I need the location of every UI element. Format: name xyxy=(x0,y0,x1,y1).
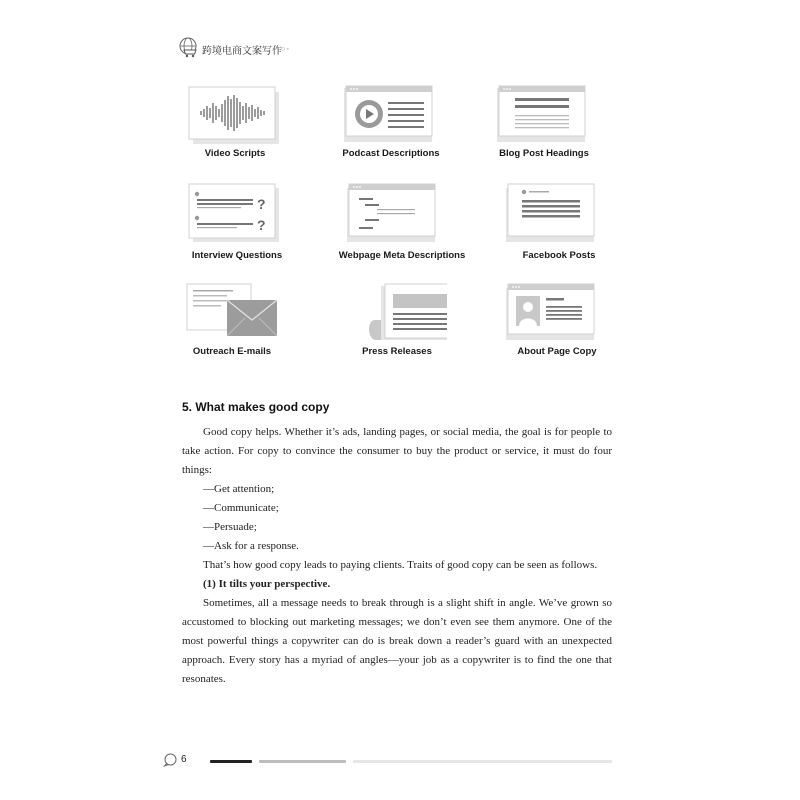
icon-label-outreach-emails: Outreach E-mails xyxy=(192,346,272,357)
icon-label-press-releases: Press Releases xyxy=(362,346,432,357)
icon-cell-podcast-descriptions xyxy=(305,84,475,144)
icon-label-about-page-copy: About Page Copy xyxy=(517,346,597,357)
header-dots: ○◦ xyxy=(281,46,290,53)
copy-types-grid xyxy=(0,0,800,370)
icon-cell-webpage-meta-descriptions xyxy=(308,182,478,244)
list-item: —Persuade; xyxy=(203,521,257,533)
icon-label-interview-questions: Interview Questions xyxy=(191,250,283,261)
blog-window-icon xyxy=(493,84,593,144)
question-list-icon xyxy=(185,182,285,244)
icon-cell-about-page-copy xyxy=(467,282,637,342)
icon-label-facebook-posts: Facebook Posts xyxy=(522,250,596,261)
press-release-icon xyxy=(337,282,447,342)
podcast-play-icon xyxy=(340,84,440,144)
list-item: —Communicate; xyxy=(203,502,279,514)
page-number: 6 xyxy=(181,754,187,765)
icon-label-blog-post-headings: Blog Post Headings xyxy=(499,148,589,159)
section-heading: 5. What makes good copy xyxy=(182,400,330,414)
icon-cell-outreach-emails xyxy=(150,282,320,340)
list-item: —Get attention; xyxy=(203,483,275,495)
icon-cell-press-releases xyxy=(307,282,477,342)
subheading: (1) It tilts your perspective. xyxy=(203,578,331,590)
footer-bar-light xyxy=(353,760,612,763)
facebook-post-icon xyxy=(502,182,602,244)
icon-cell-video-scripts xyxy=(150,84,320,144)
icon-label-podcast-descriptions: Podcast Descriptions xyxy=(342,148,440,159)
svg-text:?: ? xyxy=(257,196,266,212)
profile-card-icon xyxy=(502,282,602,342)
icon-cell-blog-post-headings xyxy=(458,84,628,144)
webpage-meta-icon xyxy=(343,182,443,244)
header-title: 跨境电商文案写作 xyxy=(202,46,282,57)
footer-bar-dark xyxy=(210,760,252,763)
icon-cell-interview-questions xyxy=(150,182,320,244)
svg-text:?: ? xyxy=(257,217,266,233)
section-body xyxy=(182,423,612,689)
envelope-icon xyxy=(183,282,287,340)
icon-label-webpage-meta-descriptions: Webpage Meta Descriptions xyxy=(338,250,466,261)
audio-waveform-icon xyxy=(185,84,285,144)
body-paragraph: Sometimes, all a message needs to break through is a slight shift in angle. We’ve grown so accustomed to blocking out marketing messages; we don’t even see them anymore. One of the most powerful things a copywriter can do is break down a reader’s guard with an unexpected approach. Every story has a myriad of angles—your job as a copywriter is to find the one that resonates. xyxy=(182,597,612,685)
intro-paragraph: Good copy helps. Whether it’s ads, landing pages, or social media, the goal is for people to take action. For copy to convince the consumer to buy the product or service, it must do four things: xyxy=(182,426,612,476)
icon-cell-facebook-posts xyxy=(467,182,637,244)
summary-paragraph: That’s how good copy leads to paying clients. Traits of good copy can be seen as follows. xyxy=(203,559,598,571)
footer-bar-mid xyxy=(259,760,346,763)
speech-bubble-icon xyxy=(163,753,177,767)
list-item: —Ask for a response. xyxy=(203,540,299,552)
icon-label-video-scripts: Video Scripts xyxy=(204,148,266,159)
